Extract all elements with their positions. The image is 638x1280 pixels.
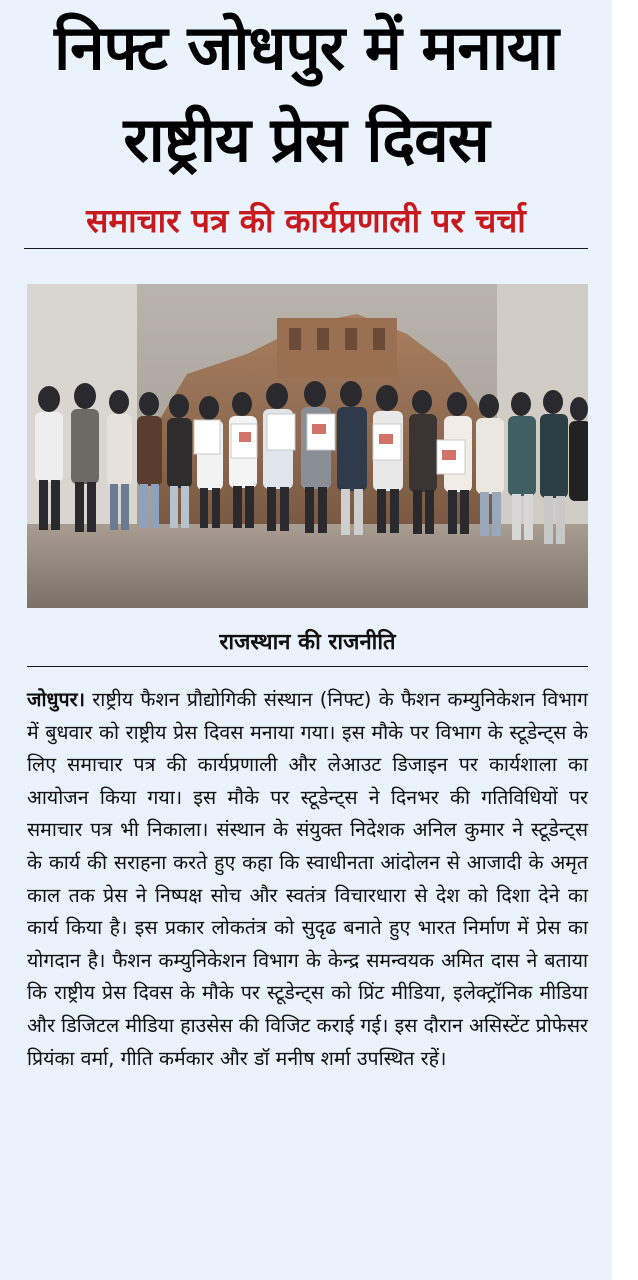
article-dateline: जोधुपर। xyxy=(27,688,85,711)
headline-line-2: राष्ट्रीय प्रेस दिवस xyxy=(123,103,489,176)
headline-line-1: निफ्ट जोधपुर में मनाया xyxy=(54,11,558,84)
article-text: राष्ट्रीय फैशन प्रौद्योगिकी संस्थान (निफ्ट) के फैशन कम्युनिकेशन विभाग में बुधवार को राष्ट्रीय प्रेस दिवस मनाया गया। इस मौके पर विभाग के स्टूडेन्ट्स के लिए समाचार पत्र की कार्यप्रणाली और लेआउट डिजाइन पर कार्यशाला का आयोजन किया गया। इस मौके पर स्टूडेन्ट्स ने दिनभर की गतिविधियों पर समाचार पत्र भी निकाला। संस्थान के संयुक्त निदेशक अनिल कुमार ने स्टूडेन्ट्स के कार्य की सराहना करते हुए कहा कि स्वाधीनता आंदोलन से आजादी के अमृत काल तक प्रेस ने निष्पक्ष सोच और स्वतंत्र विचारधारा से देश को दिशा देने का कार्य किया है। इस प्रकार लोकतंत्र को सुदृढ बनाते हुए भारत निर्माण में प्रेस का योगदान है। फैशन कम्युनिकेशन विभाग के केन्द्र समन्वयक अमित दास ने बताया कि राष्ट्रीय प्रेस दिवस के मौके पर स्टूडेन्ट्स को प्रिंट मीडिया, इलेक्ट्रॉनिक मीडिया और डिजिटल मीडिया हाउसेस की विजिट कराई गई। इस दौरान असिस्टेंट प्रोफेसर प्रियंका वर्मा, गीति कर्मकार और डॉ मनीष शर्मा उपस्थित रहें। xyxy=(27,688,588,1070)
group-photo xyxy=(27,284,588,608)
byline: राजस्थान की राजनीति xyxy=(27,620,588,667)
subheadline: समाचार पत्र की कार्यप्रणाली पर चर्चा xyxy=(24,200,588,249)
group-photo-illustration xyxy=(27,284,588,608)
headline xyxy=(0,2,612,186)
article-body xyxy=(27,684,588,1075)
